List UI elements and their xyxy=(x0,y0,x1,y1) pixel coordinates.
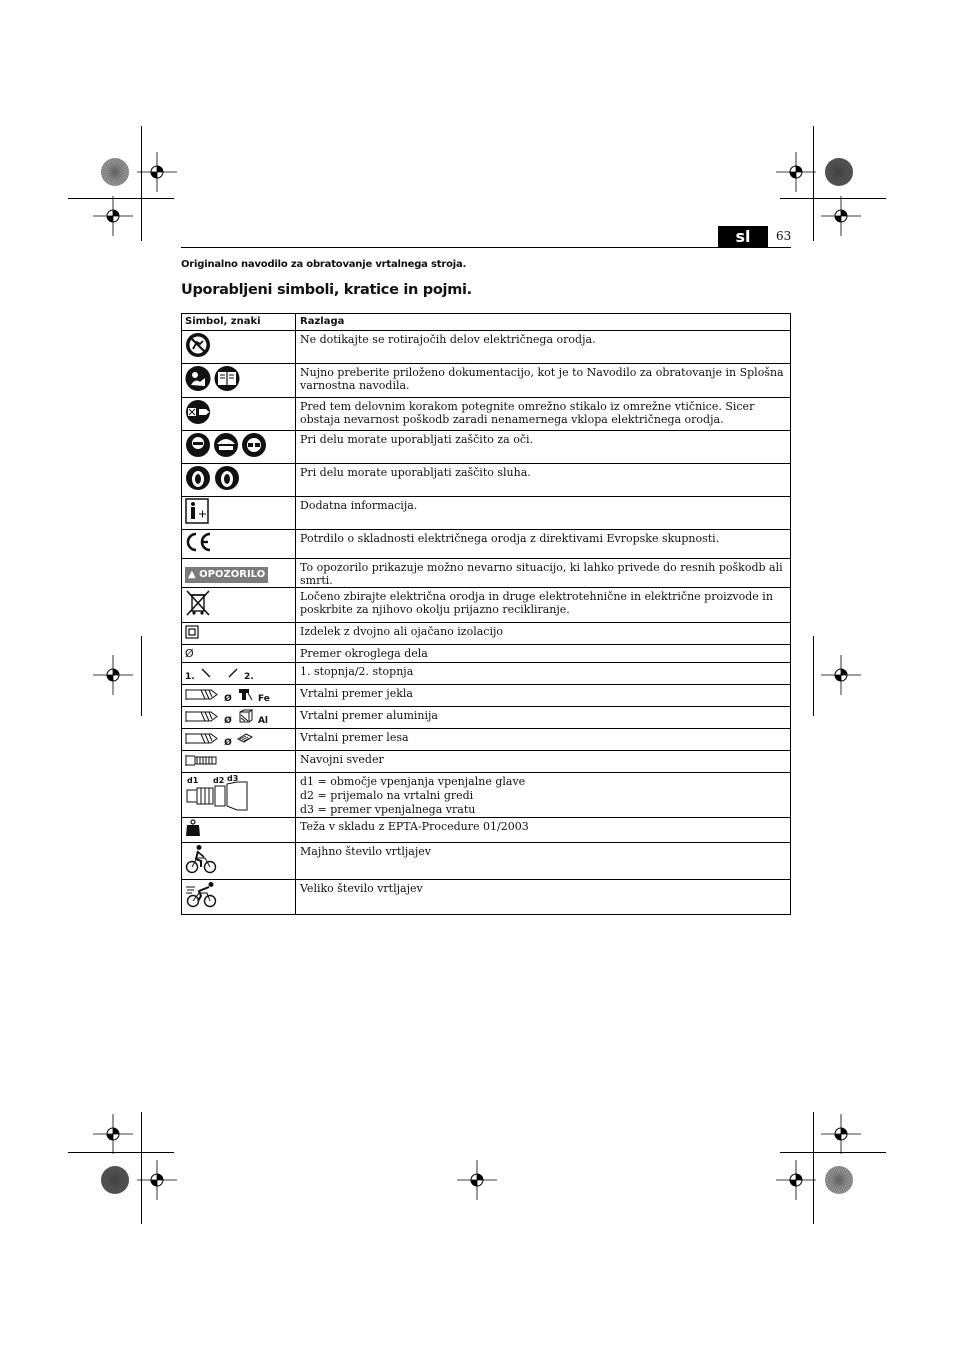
table-row xyxy=(182,880,791,915)
registration-crosshair-icon xyxy=(821,196,861,236)
double-insulation-icon xyxy=(185,624,199,643)
column-header-explanation: Razlaga xyxy=(296,314,791,331)
table-row xyxy=(182,843,791,880)
column-header-symbol: Simbol, znaki xyxy=(182,314,296,331)
trim-line xyxy=(813,636,814,716)
weee-bin-icon xyxy=(185,589,211,621)
registration-starburst-icon xyxy=(824,1165,864,1205)
row-text: Teža v skladu z EPTA-Procedure 01/2003 xyxy=(296,818,791,843)
registration-crosshair-icon xyxy=(821,1114,861,1154)
row-text: Vrtalni premer jekla xyxy=(296,685,791,707)
row-text: Ne dotikajte se rotirajočih delov električnega orodja. xyxy=(296,331,791,364)
table-row xyxy=(182,588,791,623)
row-text: Majhno število vrtljajev xyxy=(296,843,791,880)
document-subtitle: Originalno navodilo za obratovanje vrtalnega stroja. xyxy=(181,259,467,270)
row-text-line: d2 = prijemalo na vrtalni gredi xyxy=(300,789,474,802)
registration-crosshair-icon xyxy=(137,1160,177,1200)
diameter-label: Ø xyxy=(224,738,232,748)
trim-line xyxy=(68,198,174,199)
thread-drill-icon xyxy=(185,752,219,771)
table-row xyxy=(182,663,791,685)
ear-protection-icon xyxy=(185,465,241,495)
row-text: Vrtalni premer aluminija xyxy=(296,707,791,729)
table-row xyxy=(182,707,791,729)
trim-line xyxy=(68,1152,174,1153)
warning-label: ▲ OPOZORILO xyxy=(185,567,268,583)
table-row xyxy=(182,530,791,559)
registration-crosshair-icon xyxy=(137,152,177,192)
material-label: Al xyxy=(257,716,268,726)
table-row xyxy=(182,431,791,464)
language-tab: sl xyxy=(718,226,768,247)
drill-steel-icon xyxy=(185,686,270,705)
chuck-dimensions-icon xyxy=(185,774,249,814)
diameter-symbol: Ø xyxy=(185,647,194,660)
unplug-icon xyxy=(185,399,211,429)
trim-line xyxy=(813,1112,814,1224)
table-row xyxy=(182,645,791,663)
table-row xyxy=(182,559,791,588)
diameter-label: Ø xyxy=(224,694,232,704)
row-text: Dodatna informacija. xyxy=(296,497,791,530)
table-row xyxy=(182,751,791,773)
gear-step-icon xyxy=(185,664,254,683)
d1-label: d1 xyxy=(187,776,199,785)
row-text: Ločeno zbirajte električna orodja in druge elektrotehnične in električne proizvode in poskrbite za njihovo okolju prijazno recikliranje. xyxy=(296,588,791,623)
row-text: Premer okroglega dela xyxy=(296,645,791,663)
registration-starburst-icon xyxy=(100,1165,140,1205)
trim-line xyxy=(780,198,886,199)
row-text: 1. stopnja/2. stopnja xyxy=(296,663,791,685)
d2-label: d2 xyxy=(213,776,225,785)
registration-crosshair-icon xyxy=(776,152,816,192)
row-text-line: d1 = območje vpenjanja vpenjalne glave xyxy=(300,775,526,788)
row-text: Pred tem delovnim korakom potegnite omrežno stikalo iz omrežne vtičnice. Sicer obstaja nevarnost poškodb zaradi nenamernega vklopa električnega orodja. xyxy=(296,398,791,431)
table-row xyxy=(182,398,791,431)
table-row xyxy=(182,773,791,818)
d3-label: d3 xyxy=(227,774,239,783)
document-title: Uporabljeni simboli, kratice in pojmi. xyxy=(181,282,472,298)
table-row xyxy=(182,331,791,364)
row-text: To opozorilo prikazuje možno nevarno situacijo, ki lahko privede do resnih poškodb ali smrti. xyxy=(296,559,791,588)
row-text: Izdelek z dvojno ali ojačano izolacijo xyxy=(296,623,791,645)
row-text: Pri delu morate uporabljati zaščito sluha. xyxy=(296,464,791,497)
read-manual-icon xyxy=(185,365,241,396)
row-text-line: d3 = premer vpenjalnega vratu xyxy=(300,803,476,816)
row-text: Nujno preberite priloženo dokumentacijo, kot je to Navodilo za obratovanje in Splošna varnostna navodila. xyxy=(296,364,791,398)
registration-crosshair-icon xyxy=(93,655,133,695)
gear-step-1-label: 1. xyxy=(185,672,195,682)
symbols-table xyxy=(181,313,791,915)
table-row xyxy=(182,729,791,751)
ce-mark-icon xyxy=(185,531,213,557)
trim-line xyxy=(141,636,142,716)
table-header-row xyxy=(182,314,791,331)
registration-crosshair-icon xyxy=(457,1160,497,1200)
info-icon xyxy=(185,498,209,528)
registration-starburst-icon xyxy=(100,157,140,197)
row-text: Navojni sveder xyxy=(296,751,791,773)
registration-crosshair-icon xyxy=(821,655,861,695)
table-row xyxy=(182,497,791,530)
table-row xyxy=(182,464,791,497)
fast-cyclist-icon xyxy=(185,881,219,913)
table-row xyxy=(182,818,791,843)
trim-line xyxy=(780,1152,886,1153)
material-label: Fe xyxy=(257,694,270,704)
trim-line xyxy=(141,126,142,241)
row-text: Vrtalni premer lesa xyxy=(296,729,791,751)
drill-aluminium-icon xyxy=(185,708,268,727)
trim-line xyxy=(141,1112,142,1224)
table-row xyxy=(182,364,791,398)
registration-crosshair-icon xyxy=(93,1114,133,1154)
table-row xyxy=(182,623,791,645)
row-text: Potrdilo o skladnosti električnega orodja z direktivami Evropske skupnosti. xyxy=(296,530,791,559)
slow-cyclist-icon xyxy=(185,844,217,878)
page-number: 63 xyxy=(776,229,792,243)
gear-step-2-label: 2. xyxy=(243,672,254,682)
eye-protection-icon xyxy=(185,432,267,462)
diameter-label: Ø xyxy=(224,716,232,726)
registration-crosshair-icon xyxy=(93,196,133,236)
weight-icon xyxy=(185,819,201,841)
drill-wood-icon xyxy=(185,730,253,749)
registration-starburst-icon xyxy=(824,157,864,197)
registration-crosshair-icon xyxy=(776,1160,816,1200)
warning-label-text: OPOZORILO xyxy=(199,569,266,580)
row-text: Pri delu morate uporabljati zaščito za oči. xyxy=(296,431,791,464)
trim-line xyxy=(813,126,814,241)
no-touch-rotating-icon xyxy=(185,332,211,362)
table-row xyxy=(182,685,791,707)
header-rule xyxy=(181,247,791,248)
row-text: Veliko število vrtljajev xyxy=(296,880,791,915)
